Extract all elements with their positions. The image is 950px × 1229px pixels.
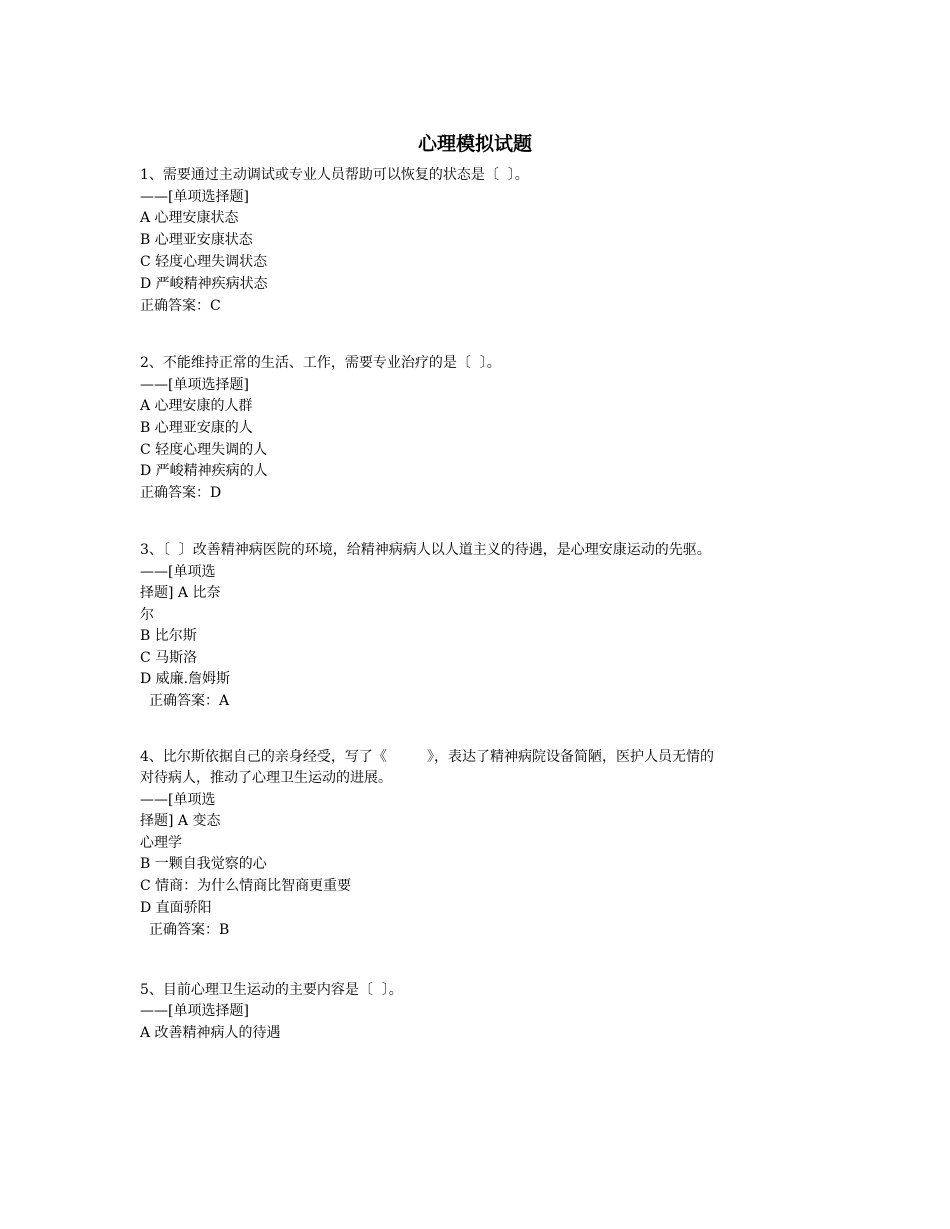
question-5-option-a: A 改善精神病人的待遇 [140, 1025, 281, 1041]
question-3-option-b: B 比尔斯 [140, 628, 197, 644]
question-4-type-line-1: ——[单项选 [140, 792, 216, 808]
question-4-option-d: D 直面骄阳 [140, 900, 212, 916]
question-2-text: 2、不能维持正常的生活、工作，需要专业治疗的是〔 〕。 [140, 355, 501, 371]
question-1-option-b: B 心理亚安康状态 [140, 232, 253, 248]
question-1-option-a: A 心理安康状态 [140, 210, 239, 226]
question-2-option-c: C 轻度心理失调的人 [140, 442, 268, 458]
question-2-answer: 正确答案：D [140, 485, 222, 501]
question-1-type: ——[单项选择题] [140, 189, 249, 205]
question-4-text-line-1: 4、比尔斯依据自己的亲身经受，写了《 》，表达了精神病院设备简陋，医护人员无情的 [140, 749, 714, 765]
question-2-option-d: D 严峻精神疾病的人 [140, 463, 268, 479]
question-2-type: ——[单项选择题] [140, 377, 249, 393]
question-4-option-b: B 一颗自我觉察的心 [140, 856, 267, 872]
question-1-option-c: C 轻度心理失调状态 [140, 254, 268, 270]
question-1-option-d: D 严峻精神疾病状态 [140, 276, 268, 292]
question-4-option-a-cont: 心理学 [140, 835, 182, 851]
question-1-text: 1、需要通过主动调试或专业人员帮助可以恢复的状态是〔 〕。 [140, 167, 529, 183]
question-4-type-line-2: 择题] A 变态 [140, 813, 221, 829]
page-title: 心理模拟试题 [417, 133, 532, 155]
question-3-text: 3、〔 〕改善精神病医院的环境，给精神病病人以人道主义的待遇，是心理安康运动的先驱。 [140, 542, 711, 558]
question-3-answer: 正确答案：A [149, 693, 230, 709]
question-4-answer: 正确答案：B [149, 922, 230, 938]
question-4-text-line-2: 对待病人，推动了心理卫生运动的进展。 [140, 770, 392, 786]
question-3-type-line-2: 择题] A 比奈 [140, 585, 221, 601]
question-3-option-c: C 马斯洛 [140, 650, 198, 666]
question-3-type-line-1: ——[单项选 [140, 564, 216, 580]
question-2-option-b: B 心理亚安康的人 [140, 420, 253, 436]
question-3-option-a-cont: 尔 [140, 607, 154, 623]
question-2-option-a: A 心理安康的人群 [140, 398, 253, 414]
question-5-text: 5、目前心理卫生运动的主要内容是〔 〕。 [140, 982, 403, 998]
question-1-answer: 正确答案：C [140, 298, 221, 314]
question-5-type: ——[单项选择题] [140, 1003, 249, 1019]
question-3-option-d: D 威廉.詹姆斯 [140, 671, 231, 687]
question-4-option-c: C 情商：为什么情商比智商更重要 [140, 878, 352, 894]
